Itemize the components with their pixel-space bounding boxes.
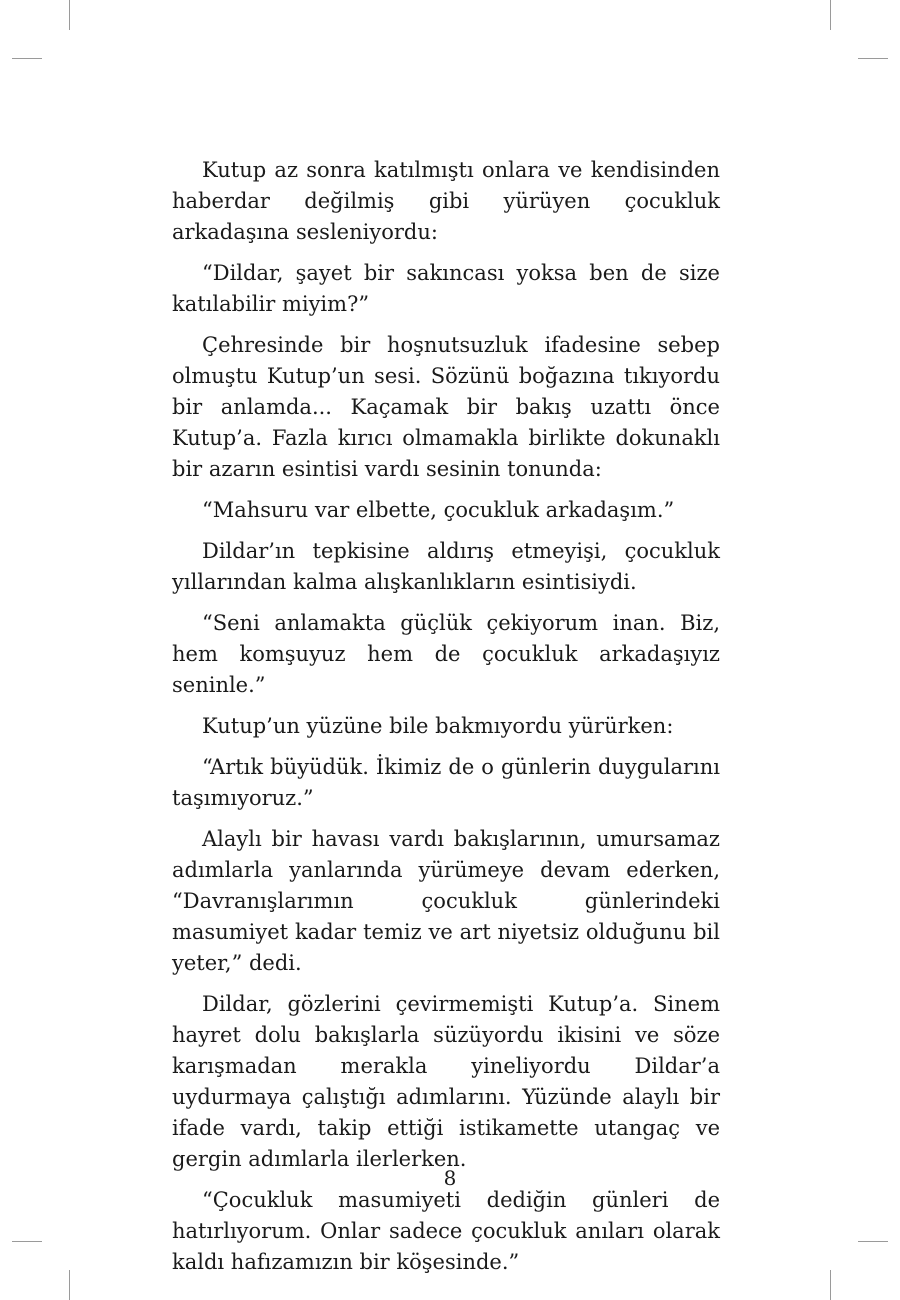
paragraph: Kutup’un yüzüne bile bakmıyordu yürürken:: [202, 714, 674, 738]
crop-mark-bottom-right-vertical: [830, 1270, 831, 1300]
crop-mark-bottom-left-vertical: [69, 1270, 70, 1300]
crop-mark-bottom-left-horizontal: [12, 1241, 42, 1242]
paragraph: Alaylı bir havası vardı bakışlarının, umursamaz adımlarla yanlarında yürümeye devam ederken, “Davranışlarımın çocukluk günlerindeki masumiyet kadar temiz ve art niyetsiz olduğunu bil yeter,” dedi.: [172, 827, 720, 975]
paragraph: Dildar, gözlerini çevirmemişti Kutup’a. Sinem hayret dolu bakışlarla süzüyordu ikisini ve söze karışmadan merakla yineliyordu Dildar’a uydurmaya çalıştığı adımlarını. Yüzünde alaylı bir ifade vardı, takip ettiği istikamette utangaç ve gergin adımlarla ilerlerken.: [172, 992, 720, 1171]
paragraph: “Dildar, şayet bir sakıncası yoksa ben de size katılabilir miyim?”: [172, 261, 720, 316]
paragraph: “Çocukluk masumiyeti dediğin günleri de hatırlıyorum. Onlar sadece çocukluk anıları olarak kaldı hafızamızın bir köşesinde.”: [172, 1188, 720, 1274]
crop-mark-top-left-horizontal: [12, 58, 42, 59]
body-text: [172, 155, 720, 1288]
page-number: 8: [443, 1166, 457, 1190]
paragraph: Dildar’ın tepkisine aldırış etmeyişi, çocukluk yıllarından kalma alışkanlıkların esintisiydi.: [172, 539, 720, 594]
crop-mark-top-left-vertical: [69, 0, 70, 30]
crop-mark-bottom-right-horizontal: [858, 1241, 888, 1242]
paragraph: “Artık büyüdük. İkimiz de o günlerin duygularını taşımıyoruz.”: [172, 755, 720, 810]
paragraph: Kutup az sonra katılmıştı onlara ve kendisinden haberdar değilmiş gibi yürüyen çocukluk arkadaşına sesleniyordu:: [172, 158, 720, 244]
paragraph: Çehresinde bir hoşnutsuzluk ifadesine sebep olmuştu Kutup’un sesi. Sözünü boğazına tıkıyordu bir anlamda... Kaçamak bir bakış uzattı önce Kutup’a. Fazla kırıcı olmamakla birlikte dokunaklı bir azarın esintisi vardı sesinin tonunda:: [172, 333, 720, 481]
paragraph: “Seni anlamakta güçlük çekiyorum inan. Biz, hem komşuyuz hem de çocukluk arkadaşıyız seninle.”: [172, 611, 720, 697]
crop-mark-top-right-vertical: [830, 0, 831, 30]
paragraph: “Mahsuru var elbette, çocukluk arkadaşım.”: [202, 498, 675, 522]
crop-mark-top-right-horizontal: [858, 58, 888, 59]
